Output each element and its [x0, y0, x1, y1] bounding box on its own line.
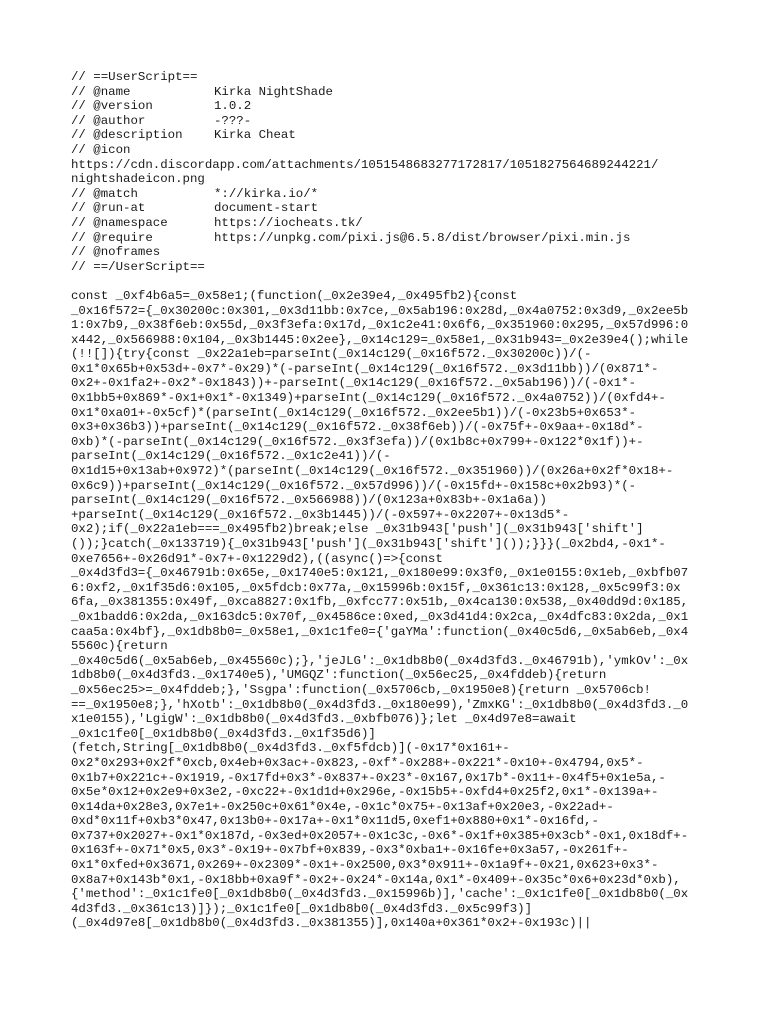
- code-line: 0x2*0x293+0x2f*0xcb,0x4eb+0x3ac+-0x823,-0xf*-0x288+-0x221*-0x10+-0x4794,0x5*-: [71, 755, 644, 770]
- code-line: _0x16f572={_0x30200c:0x301,_0x3d11bb:0x7ce,_0x5ab196:0x28d,_0x4a0752:0x3d9,_0x2ee5b: [71, 303, 689, 318]
- code-line: _0x4d3fd3={_0x46791b:0x65e,_0x1740e5:0x121,_0x180e99:0x3f0,_0x1e0155:0x1eb,_0xbfb07: [71, 566, 689, 581]
- header-key: // @author: [71, 113, 146, 128]
- header-line: [71, 201, 701, 216]
- code-line: 0x1*0x65b+0x53d+-0x7*-0x29)*(-parseInt(_0x14c129(_0x16f572._0x3d11bb))/(0x871*-: [71, 361, 659, 376]
- code-line: _0x1badd6:0x2da,_0x163dc5:0x70f,_0x4586ce:0xed,_0x3d41d4:0x2ca,_0x4dfc83:0x2da,_0x1: [71, 609, 689, 624]
- header-value: 1.0.2: [214, 99, 252, 114]
- header-line: [71, 99, 701, 114]
- header-line: [71, 114, 701, 129]
- code-line: ==_0x1950e8;},'hXotb':_0x1db8b0(_0x4d3fd3._0x180e99),'ZmxKG':_0x1db8b0(_0x4d3fd3._0: [71, 697, 689, 712]
- code-line: x442,_0x566988:0x104,_0x3b1445:0x2ee},_0x14c129=_0x58e1,_0x31b943=_0x2e39e4();while: [71, 332, 689, 347]
- code-line: parseInt(_0x14c129(_0x16f572._0x1c2e41))/(-: [71, 449, 391, 464]
- header-key: // @name: [71, 84, 131, 99]
- header-line: [71, 128, 701, 143]
- code-line: 6:0xf2,_0x1f35d6:0x105,_0x5fdcb:0x77a,_0x15996b:0x15f,_0x361c13:0x128,_0x5c99f3:0x: [71, 580, 681, 595]
- header-key: // @noframes: [71, 245, 161, 260]
- code-line: 0x1b7+0x221c+-0x1919,-0x17fd+0x3*-0x837+-0x23*-0x167,0x17b*-0x11+-0x4f5+0x1e5a,-: [71, 770, 666, 785]
- header-line: [71, 70, 701, 85]
- document-page: [71, 70, 701, 931]
- header-value: https://iocheats.tk/: [214, 215, 363, 230]
- code-line: (fetch,String[_0x1db8b0(_0x4d3fd3._0xf5fdcb)](-0x17*0x161+-: [71, 741, 510, 756]
- header-line: [71, 260, 701, 275]
- header-key: // @description: [71, 128, 183, 143]
- code-line: 0x737+0x2027+-0x1*0x187d,-0x3ed+0x2057+-0x1c3c,-0x6*-0x1f+0x385+0x3cb*-0x1,0x18df+-: [71, 828, 689, 843]
- code-line: 0x1bb5+0x869*-0x1+0x1*-0x1349)+parseInt(_0x14c129(_0x16f572._0x4a0752))/(0xfd4+-: [71, 391, 666, 406]
- code-line: 0xd*0x11f+0xb3*0x47,0x13b0+-0x17a+-0x1*0x11d5,0xef1+0x880+0x1*-0x16fd,-: [71, 814, 599, 829]
- header-key: // ==/UserScript==: [71, 259, 205, 274]
- header-line: [71, 245, 701, 260]
- header-line: [71, 143, 701, 158]
- code-line: const _0xf4b6a5=_0x58e1;(function(_0x2e39e4,_0x495fb2){const: [71, 288, 518, 303]
- code-line: ());}catch(_0x133719){_0x31b943['push'](_0x31b943['shift']());}}}(_0x2bd4,-0x1*-: [71, 537, 666, 551]
- header-line: [71, 85, 701, 100]
- header-line: [71, 216, 701, 231]
- header-key: // @namespace: [71, 215, 168, 230]
- code-line: {'method':_0x1c1fe0[_0x1db8b0(_0x4d3fd3._0x15996b)],'cache':_0x1c1fe0[_0x1db8b0(_0x: [71, 887, 689, 902]
- code-line: _0x40c5d6(_0x5ab6eb,_0x45560c);},'jeJLG':_0x1db8b0(_0x4d3fd3._0x46791b),'ymkOv':_0x: [71, 653, 689, 668]
- header-value: https://unpkg.com/pixi.js@6.5.8/dist/browser/pixi.min.js: [214, 230, 631, 245]
- code-line: 6fa,_0x381355:0x49f,_0xca8827:0x1fb,_0xfcc77:0x51b,_0x4ca130:0x538,_0x40dd9d:0x185,: [71, 595, 689, 610]
- header-key: // @match: [71, 186, 138, 201]
- code-line: 0xe7656+-0x26d91*-0x7+-0x1229d2),((async()=>{const: [71, 551, 443, 566]
- code-line: 5560c){return: [71, 639, 168, 654]
- code-line: (_0x4d97e8[_0x1db8b0(_0x4d3fd3._0x381355)],0x140a+0x361*0x2+-0x193c)||: [71, 916, 592, 931]
- code-line: 0x5e*0x12+0x2e9+0x3e2,-0xc22+-0x1d1d+0x296e,-0x15b5+-0xfd4+0x25f2,0x1*-0x139a+-: [71, 785, 659, 800]
- code-line: caa5a:0x4bf},_0x1db8b0=_0x58e1,_0x1c1fe0={'gaYMa':function(_0x40c5d6,_0x5ab6eb,_0x4: [71, 624, 689, 639]
- code-line: 0x8a7+0x143b*0x1,-0x18bb+0xa9f*-0x2+-0x24*-0x14a,0x1*-0x409+-0x35c*0x6+0x23d*0xb),: [71, 872, 681, 887]
- code-line: 4d3fd3._0x361c13)]});_0x1c1fe0[_0x1db8b0(_0x4d3fd3._0x5c99f3)]: [71, 901, 533, 916]
- header-value: Kirka Cheat: [214, 128, 296, 143]
- code-line: 1:0x7b9,_0x38f6eb:0x55d,_0x3f3efa:0x17d,_0x1c2e41:0x6f6,_0x351960:0x295,_0x57d996:0: [71, 318, 689, 333]
- header-key: // @run-at: [71, 201, 146, 216]
- obfuscated-code: [71, 289, 701, 931]
- code-line: 1db8b0(_0x4d3fd3._0x1740e5),'UMGQZ':function(_0x56ec25,_0x4fddeb){return: [71, 668, 607, 683]
- header-value: *://kirka.io/*: [214, 186, 319, 201]
- code-line: 0x163f+-0x71*0x5,0x3*-0x19+-0x7bf+0x839,-0x3*0xba1+-0x16fe+0x3a57,-0x261f+-: [71, 843, 629, 858]
- code-line: 0x1*0xa01+-0x5cf)*(parseInt(_0x14c129(_0x16f572._0x2ee5b1))/(-0x23b5+0x653*-: [71, 405, 637, 420]
- code-line: 0x2+-0x1fa2+-0x2*-0x1843))+-parseInt(_0x14c129(_0x16f572._0x5ab196))/(-0x1*-: [71, 376, 637, 391]
- code-line: 0x1*0xfed+0x3671,0x269+-0x2309*-0x1+-0x2500,0x3*0x911+-0x1a9f+-0x21,0x623+0x3*-: [71, 858, 659, 873]
- code-line: +parseInt(_0x14c129(_0x16f572._0x3b1445))/(-0x597+-0x2207+-0x13d5*-: [71, 507, 570, 522]
- code-line: 0x14da+0x28e3,0x7e1+-0x250c+0x61*0x4e,-0x1c*0x75+-0x13af+0x20e3,-0x22ad+-: [71, 799, 614, 814]
- header-value: -???-: [214, 113, 252, 128]
- header-key: https://cdn.discordapp.com/attachments/1051548683277172817/1051827564689244221/: [71, 157, 659, 172]
- header-value: document-start: [214, 201, 319, 216]
- code-line: x1e0155),'LgigW':_0x1db8b0(_0x4d3fd3._0xbfb076)};let _0x4d97e8=await: [71, 712, 577, 727]
- header-key: nightshadeicon.png: [71, 172, 205, 187]
- header-line: [71, 158, 701, 173]
- header-line: [71, 231, 701, 246]
- code-line: 0x2);if(_0x22a1eb===_0x495fb2)break;else _0x31b943['push'](_0x31b943['shift']: [71, 522, 644, 537]
- code-line: (!![]){try{const _0x22a1eb=parseInt(_0x14c129(_0x16f572._0x30200c))/(-: [71, 347, 592, 362]
- code-line: 0xb)*(-parseInt(_0x14c129(_0x16f572._0x3f3efa))/(0x1b8c+0x799+-0x122*0x1f))+-: [71, 434, 644, 449]
- code-line: 0x3+0x36b3))+parseInt(_0x14c129(_0x16f572._0x38f6eb))/(-0x75f+-0x9aa+-0x18d*-: [71, 420, 644, 435]
- header-line: [71, 187, 701, 202]
- code-line: 0x6c9))+parseInt(_0x14c129(_0x16f572._0x57d996))/(-0x15fd+-0x158c+0x2b93)*(-: [71, 478, 637, 493]
- code-line: parseInt(_0x14c129(_0x16f572._0x566988))/(0x123a+0x83b+-0x1a6a)): [71, 493, 547, 508]
- code-line: _0x1c1fe0[_0x1db8b0(_0x4d3fd3._0x1f35d6)]: [71, 726, 376, 741]
- header-key: // @require: [71, 230, 153, 245]
- header-key: // @icon: [71, 142, 131, 157]
- userscript-header: [71, 70, 701, 274]
- header-value: Kirka NightShade: [214, 84, 333, 99]
- code-line: _0x56ec25>=_0x4fddeb;},'Ssgpa':function(_0x5706cb,_0x1950e8){return _0x5706cb!: [71, 682, 651, 697]
- header-key: // ==UserScript==: [71, 70, 198, 84]
- header-key: // @version: [71, 99, 153, 114]
- code-line: 0x1d15+0x13ab+0x972)*(parseInt(_0x14c129(_0x16f572._0x351960))/(0x26a+0x2f*0x18+-: [71, 464, 674, 479]
- header-line: [71, 172, 701, 187]
